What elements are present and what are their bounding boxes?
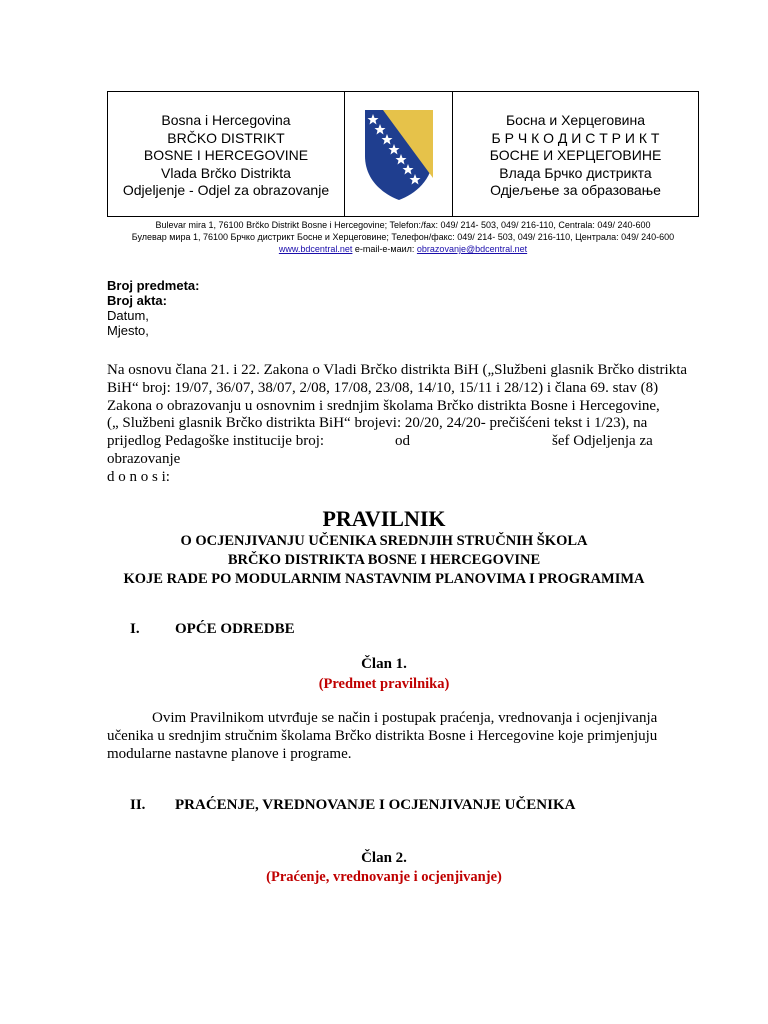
preamble-line: Na osnovu člana 21. i 22. Zakona o Vladi Brčko distrikta BiH („Službeni glasnik Brčko distrikta xyxy=(107,362,688,378)
section-heading-1 xyxy=(130,621,295,638)
preamble-line: BiH“ broj: 19/07, 36/07, 38/07, 2/08, 17/08, 23/08, 14/10, 15/11 i 28/12) i člana 69. stav (8) xyxy=(107,379,659,396)
article-2-subtitle: (Praćenje, vrednovanje i ocjenjivanje) xyxy=(266,869,502,885)
letterhead-latin xyxy=(108,92,345,216)
email-label: e-mail-е-маил: xyxy=(354,244,415,254)
preamble-line: Zakona o obrazovanju u osnovnim i srednjim školama Brčko distrikta Bosne i Hercegovine, xyxy=(107,397,660,414)
section-number: II. xyxy=(130,797,146,813)
subtitle-line: BRČKO DISTRIKTA BOSNE I HERCEGOVINE xyxy=(227,552,541,568)
letterhead-cyrillic-line: Одјељење за образовање xyxy=(490,182,661,198)
letterhead-cyrillic-line: Б Р Ч К О Д И С Т Р И К Т xyxy=(491,129,660,146)
preamble-line: („ Službeni glasnik Brčko distrikta BiH“ brojevi: 20/20, 24/20- prečišćeni tekst i 1/23), na xyxy=(107,415,648,432)
bih-coat-of-arms-icon xyxy=(359,104,439,204)
preamble-line xyxy=(107,433,667,451)
preamble-proposal: prijedlog Pedagoške institucije broj: xyxy=(107,433,325,450)
preamble-chief: šef Odjeljenja za xyxy=(552,433,653,450)
section-title: OPĆE ODREDBE xyxy=(175,621,295,637)
website-link[interactable]: www.bdcentral.net xyxy=(278,244,353,254)
letterhead-latin-line: Odjeljenje - Odjel za obrazovanje xyxy=(122,182,330,198)
article-1-subtitle: (Predmet pravilnika) xyxy=(318,676,450,692)
email-link[interactable]: obrazovanje@bdcentral.net xyxy=(416,244,528,254)
meta-block xyxy=(107,278,199,338)
letterhead-cyrillic-line: Влада Брчко дистрикта xyxy=(499,164,652,181)
article-1-line: učenika u srednjim stručnim školama Brčko distrikta Bosne i Hercegovine koje primjenjuju xyxy=(107,727,658,744)
document-subtitle xyxy=(0,532,768,589)
document-title: PRAVILNIK xyxy=(322,506,446,531)
letterhead xyxy=(107,91,699,217)
address-cyrillic: Булевар мира 1, 76100 Брчко дистрикт Босне и Херцеговине; Телефон/факс: 049/ 214- 503, 049/ 216-110, Централа: 049/ 240-600 xyxy=(131,232,675,242)
letterhead-latin-line: Vlada Brčko Distrikta xyxy=(161,164,291,181)
coat-of-arms-cell xyxy=(345,92,453,216)
article-1-line: Ovim Pravilnikom utvrđuje se način i postupak praćenja, vrednovanja i ocjenjivanja xyxy=(152,710,658,726)
letterhead-cyrillic-line: Босна и Херцеговина xyxy=(505,112,645,128)
preamble-od: od xyxy=(395,433,410,450)
letterhead-latin-line: BRČKO DISTRIKT xyxy=(167,129,285,146)
letterhead-cyrillic xyxy=(453,92,698,216)
subtitle-line: O OCJENJIVANJU UČENIKA SREDNJIH STRUČNIH ŠKOLA xyxy=(180,533,588,549)
broj-predmeta-label: Broj predmeta: xyxy=(107,278,200,293)
letterhead-latin-line: Bosna i Hercegovina xyxy=(161,112,291,128)
preamble-donosi: d o n o s i: xyxy=(107,468,170,485)
section-heading-2 xyxy=(130,797,575,814)
mjesto-label: Mjesto, xyxy=(107,323,149,338)
broj-akta-label: Broj akta: xyxy=(107,293,167,308)
section-number: I. xyxy=(130,621,140,637)
contact-line xyxy=(107,243,699,255)
preamble-line: obrazovanje xyxy=(107,450,181,467)
article-2-label: Član 2. xyxy=(361,850,407,866)
preamble xyxy=(107,362,688,487)
letterhead-cyrillic-line: БОСНЕ И ХЕРЦЕГОВИНЕ xyxy=(489,147,662,163)
datum-label: Datum, xyxy=(107,308,149,323)
article-1-label: Član 1. xyxy=(361,656,407,672)
article-1-body xyxy=(107,710,687,763)
article-1-line: modularne nastavne planove i programe. xyxy=(107,745,352,762)
section-title: PRAĆENJE, VREDNOVANJE I OCJENJIVANJE UČENIKA xyxy=(175,797,576,813)
address-latin: Bulevar mira 1, 76100 Brčko Distrikt Bosne i Hercegovine; Telefon:/fax: 049/ 214- 503, 049/ 216-110, Centrala: 049/ 240-600 xyxy=(155,220,651,230)
letterhead-latin-line: BOSNE I HERCEGOVINE xyxy=(143,147,309,163)
subtitle-line: KOJE RADE PO MODULARNIM NASTAVNIM PLANOVIMA I PROGRAMIMA xyxy=(123,571,645,587)
